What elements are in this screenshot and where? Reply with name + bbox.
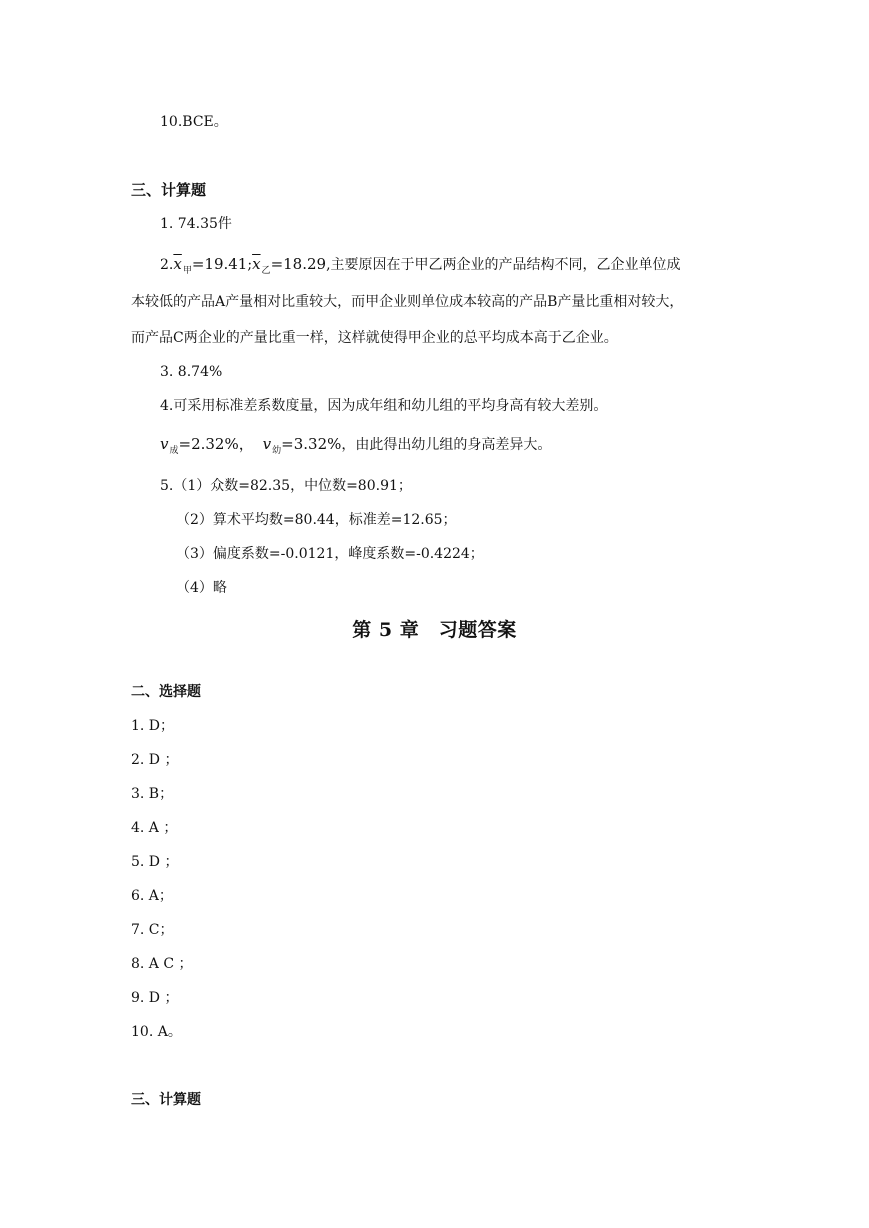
section-heading-choice: 二、选择题: [131, 684, 201, 700]
cv-you-value: =3.32%: [281, 435, 342, 453]
choice-answer-3: 3. B；: [131, 786, 174, 802]
choice-answer-7: 7. C；: [131, 922, 174, 938]
choice-answer-8: 8. A C ；: [131, 956, 193, 972]
choice-answer-5: 5. D ；: [131, 854, 179, 870]
choice-answer-10: 10. A。: [131, 1024, 182, 1040]
choice-answer-10: 10.BCE。: [160, 114, 228, 130]
v-symbol-you: v: [262, 435, 272, 453]
calc-answer-4-formula: [160, 434, 551, 461]
calc-answer-5-part4: （4）略: [176, 580, 227, 596]
calc-answer-4-line1: 4.可采用标准差系数度量，因为成年组和幼儿组的平均身高有较大差别。: [160, 398, 608, 414]
mean-jia-value: =19.41: [191, 255, 248, 273]
choice-answer-2: 2. D ；: [131, 752, 179, 768]
choice-answer-1: 1. D；: [131, 718, 175, 734]
formula-separator: ;: [247, 257, 253, 273]
mean-yi-value: =18.29: [270, 255, 327, 273]
calc-answer-5-part2: （2）算术平均数=80.44，标准差=12.65；: [176, 512, 457, 528]
subscript-you: 幼: [272, 446, 282, 456]
subscript-jia: 甲: [182, 266, 192, 276]
chapter-title: 第 5 章 习题答案: [352, 619, 517, 641]
section-heading-calculation: 三、计算题: [131, 181, 207, 199]
choice-answer-4: 4. A ；: [131, 820, 178, 836]
subscript-cheng: 成: [169, 446, 179, 456]
calc-answer-3: 3. 8.74%: [160, 364, 223, 380]
subscript-yi: 乙: [261, 266, 271, 276]
cv-cheng-value: =2.32%，: [178, 435, 254, 453]
calc-answer-4-tail: ，由此得出幼儿组的身高差异大。: [341, 437, 552, 453]
xbar-symbol-yi: $\overline{x}$: [252, 255, 261, 273]
calc-answer-5-part3: （3）偏度系数=-0.0121，峰度系数=-0.4224；: [176, 546, 484, 562]
section-heading-calculation-ch5: 三、计算题: [131, 1092, 201, 1108]
v-symbol-cheng: v: [160, 435, 169, 453]
choice-answer-9: 9. D ；: [131, 990, 179, 1006]
calc-answer-2-text-a: ,主要原因在于甲乙两企业的产品结构不同，乙企业单位成: [326, 257, 681, 273]
calc-answer-2-text-c: 而产品C两企业的产量比重一样，这样就使得甲企业的总平均成本高于乙企业。: [131, 330, 618, 346]
calc-answer-2-formula: [160, 254, 681, 281]
calc-answer-1: 1. 74.35件: [160, 216, 232, 232]
choice-answer-6: 6. A；: [131, 888, 173, 904]
calc-answer-2-prefix: 2.: [160, 257, 174, 273]
calc-answer-5-part1: 5.（1）众数=82.35，中位数=80.91；: [160, 478, 412, 494]
calc-answer-2-text-b: 本较低的产品A产量相对比重较大，而甲企业则单位成本较高的产品B产量比重相对较大，: [131, 294, 684, 310]
xbar-symbol-jia: $\overline{x}$: [173, 255, 182, 273]
